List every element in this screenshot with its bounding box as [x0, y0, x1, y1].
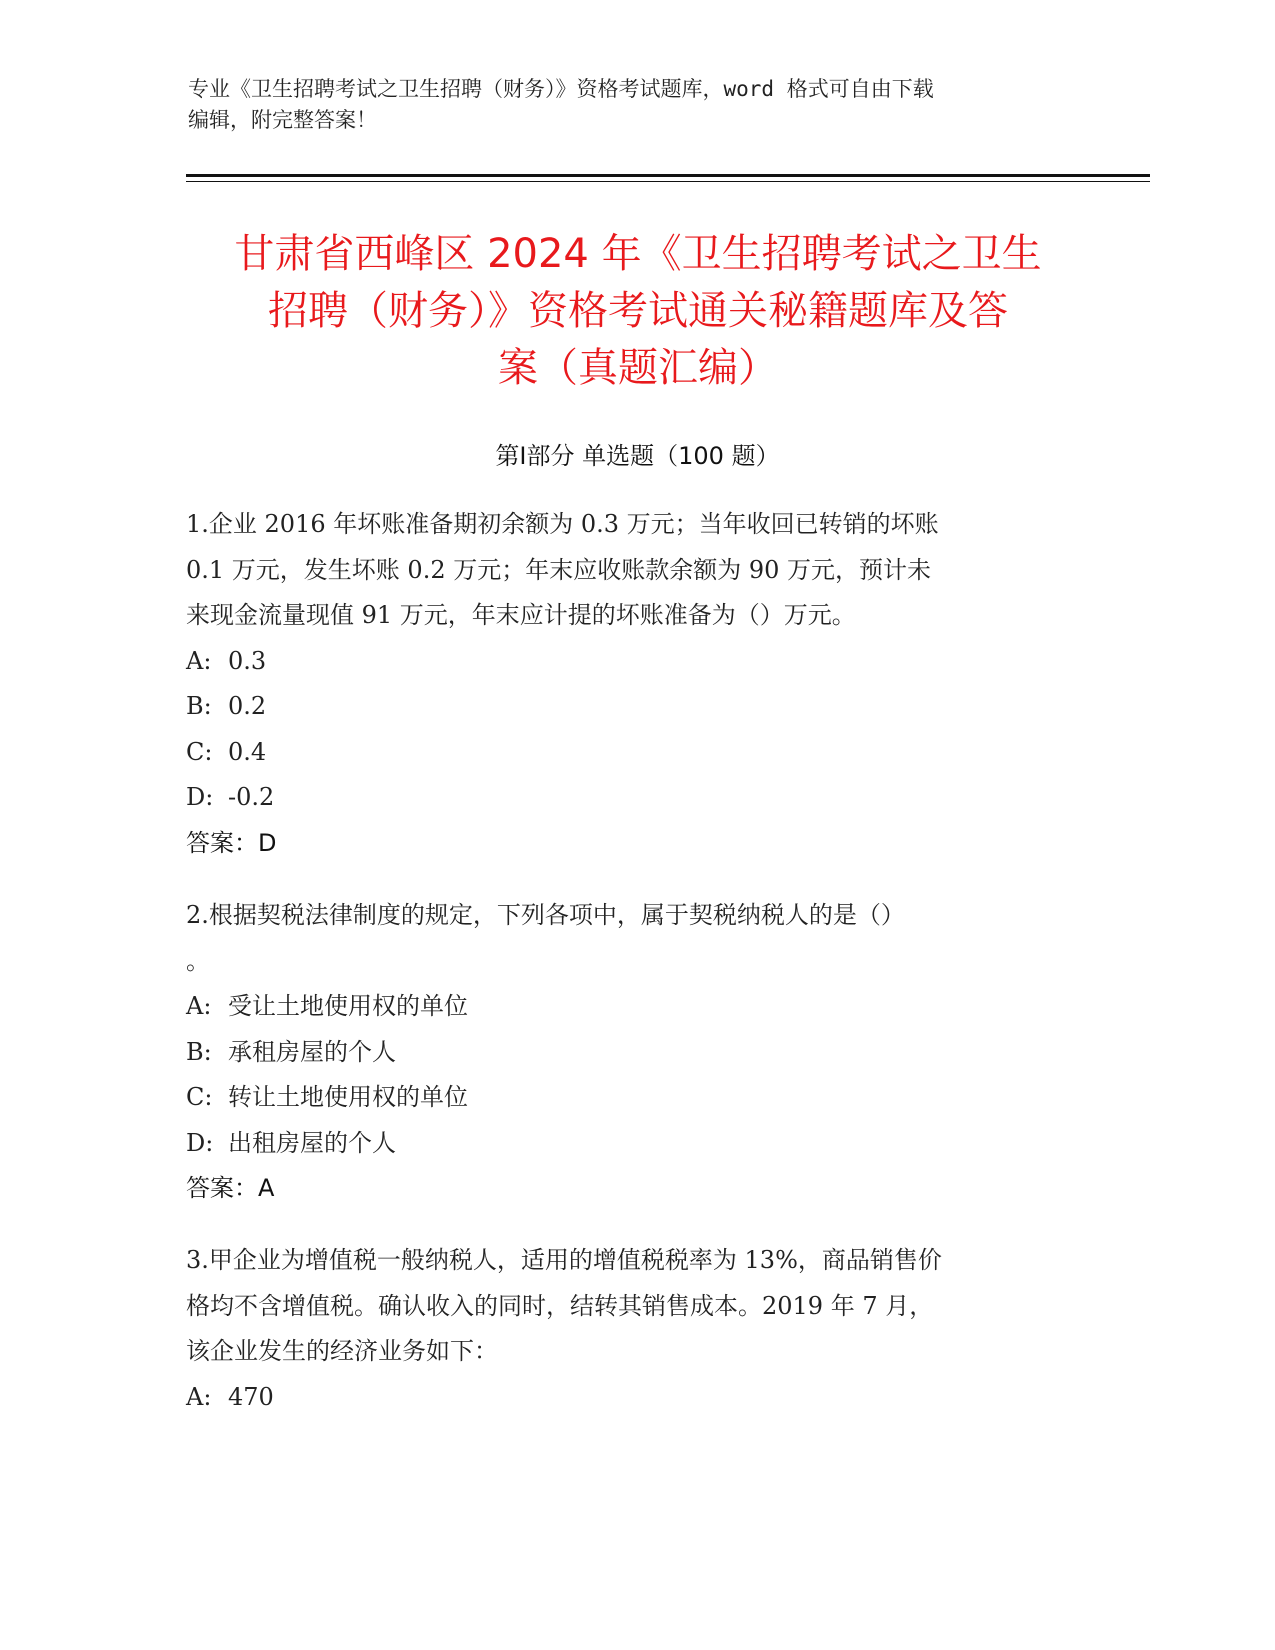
option-text: -0.2 — [228, 783, 275, 811]
question-text-line: 。 — [186, 946, 210, 975]
option-text: 受让土地使用权的单位 — [228, 992, 468, 1020]
option-text: 0.2 — [228, 692, 267, 720]
option-d — [186, 1121, 1086, 1167]
option-letter: B: — [186, 692, 212, 720]
option-a — [186, 639, 1086, 685]
option-b — [186, 684, 1086, 730]
question-1 — [186, 502, 1086, 866]
section-heading: 第Ⅰ部分 单选题（100 题） — [495, 442, 780, 470]
question-text-line: 2.根据契税法律制度的规定，下列各项中，属于契税纳税人的是（） — [186, 901, 905, 929]
header-note — [188, 74, 1068, 136]
option-text: 承租房屋的个人 — [228, 1037, 396, 1066]
option-c — [186, 730, 1086, 776]
question-text-line: 3.甲企业为增值税一般纳税人，适用的增值税税率为 13%，商品销售价 — [186, 1246, 942, 1274]
document-title-line-3: 案（真题汇编） — [498, 345, 778, 391]
header-divider-thick — [186, 174, 1150, 177]
document-title-line-2: 招聘（财务）》资格考试通关秘籍题库及答 — [268, 288, 1008, 334]
question-text-line: 来现金流量现值 91 万元，年末应计提的坏账准备为（）万元。 — [186, 601, 856, 629]
document-title-line-1: 甘肃省西峰区 2024 年《卫生招聘考试之卫生 — [234, 231, 1042, 277]
option-text: 0.4 — [228, 737, 267, 766]
option-c — [186, 1075, 1086, 1121]
option-letter: B: — [186, 1037, 212, 1066]
option-letter: A: — [186, 646, 212, 675]
document-title — [150, 226, 1126, 397]
option-letter: A: — [186, 992, 212, 1020]
header-divider-thin — [186, 181, 1150, 182]
option-letter: A: — [186, 1382, 212, 1411]
option-text: 转让土地使用权的单位 — [228, 1083, 468, 1111]
option-d — [186, 775, 1086, 821]
option-a — [186, 984, 1086, 1030]
question-text-line: 该企业发生的经济业务如下： — [186, 1337, 498, 1365]
header-note-line-2: 编辑，附完整答案！ — [188, 108, 377, 132]
question-text-line: 0.1 万元，发生坏账 0.2 万元；年末应收账款余额为 90 万元，预计未 — [186, 555, 932, 584]
question-2 — [186, 893, 1086, 1212]
option-letter: D: — [186, 1128, 214, 1157]
option-b — [186, 1030, 1086, 1076]
header-note-line-1: 专业《卫生招聘考试之卫生招聘（财务）》资格考试题库，word 格式可自由下载 — [188, 77, 934, 101]
option-a — [186, 1375, 1086, 1421]
option-text: 0.3 — [228, 646, 267, 675]
question-text-line: 格均不含增值税。确认收入的同时，结转其销售成本。2019 年 7 月， — [186, 1291, 934, 1320]
question-3 — [186, 1238, 1086, 1420]
option-letter: D: — [186, 783, 214, 811]
question-text-line: 1.企业 2016 年坏账准备期初余额为 0.3 万元；当年收回已转销的坏账 — [186, 510, 939, 538]
option-text: 出租房屋的个人 — [228, 1128, 396, 1157]
option-letter: C: — [186, 1083, 213, 1111]
answer-label: 答案：A — [186, 1174, 275, 1202]
option-text: 470 — [228, 1382, 274, 1411]
option-letter: C: — [186, 737, 213, 766]
answer-label: 答案：D — [186, 828, 277, 857]
